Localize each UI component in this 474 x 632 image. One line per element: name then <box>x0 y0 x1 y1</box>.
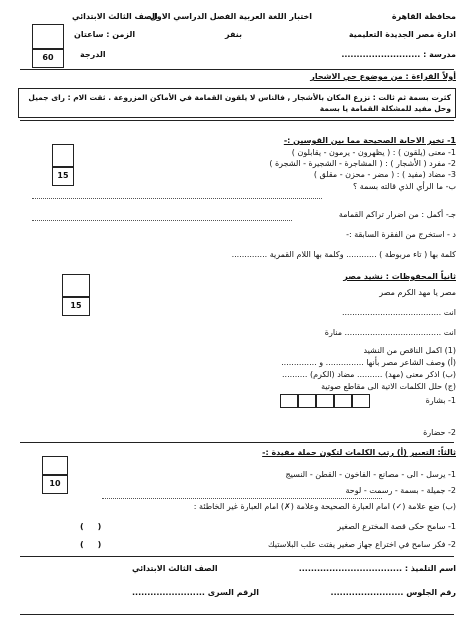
student-name: اسم التلميذ : .................................. <box>298 564 456 573</box>
bottom-divider <box>20 614 454 615</box>
poem-q-a: (أ) وصف الشاعر مصر بأنها ............... و .............. <box>281 358 456 367</box>
poem-q1: (1) اكمل الناقص من النشيد <box>363 346 456 355</box>
word-1: 1- بشارة <box>425 396 456 405</box>
section2-score: 15 <box>70 301 82 310</box>
seat-number: رقم الجلوس ........................ <box>330 588 456 597</box>
secret-number: الرقم السرى ........................ <box>132 588 259 597</box>
section3-title: ثالثاً: التعبير (أ) رتب الكلمات لتكون جملة مفيدة :- <box>262 448 456 457</box>
track: بنفر <box>224 30 242 39</box>
syllable-box[interactable] <box>316 394 334 408</box>
total-score: 60 <box>42 53 54 62</box>
q-d: د - استخرج من الفقرة السابقة :- <box>346 230 456 239</box>
student-grade: الصف الثالث الابتدائي <box>132 564 218 573</box>
section3-score-box <box>42 474 68 494</box>
exam-title: اختبار اللغة العربية الفصل الدراسي الاول <box>149 12 312 21</box>
section1-title: أولاً القراءة : من موضوع حي الاشجار <box>310 72 456 81</box>
syllable-box[interactable] <box>334 394 352 408</box>
total-score-box <box>32 48 64 68</box>
section2-score-box <box>62 296 90 316</box>
tf-item-1: 1- سامح حكى قصة المخترع الصغير <box>337 522 456 531</box>
section3-score: 10 <box>49 479 61 488</box>
score-box-empty <box>42 456 68 476</box>
order-item-1: 1- يرسل - الى - مصانع - الفاخون - القطن - النسيج <box>285 470 456 479</box>
q1-item-2: 2- مفرد ( الأشجار ) : ( المشاجرة - الشجيرة - الشجرة ) <box>269 159 456 168</box>
answer-line <box>102 498 382 499</box>
grade-label: الصف الثالث الابتدائي <box>72 12 158 21</box>
exam-page <box>12 8 462 624</box>
tf-item-2: 2- فكر سامح في اختراع جهاز صغير يفتت علب البلاستيك <box>268 540 456 549</box>
q1-item-1: 1- معنى (يلقون ) : ( يظهرون - يرمون - يقابلون ) <box>291 148 456 157</box>
footer-divider <box>20 556 454 557</box>
section2-title: ثانياً المحفوظات : نشيد مصر <box>343 272 456 281</box>
word-2: 2- حضارة <box>423 428 456 437</box>
poem-line-2: انت ....................................... <box>341 308 456 317</box>
tf-answer-parens[interactable]: ( ) <box>80 522 102 531</box>
section1-score-box <box>52 166 74 186</box>
q-b: ب- ما الرأي الذي قالته بسمة ؟ <box>352 182 456 191</box>
syllable-box[interactable] <box>280 394 298 408</box>
passage-divider <box>20 120 454 121</box>
q-d-words: كلمة بها ( تاء مربوطة ) ............ وكلمة بها اللام القمرية .............. <box>231 250 456 259</box>
score-box-empty <box>32 24 64 50</box>
section1-score: 15 <box>57 171 69 180</box>
score-box-empty <box>52 144 74 168</box>
tf-instruction: (ب) ضع علامة (✓) امام العبارة الصحيحة وعلامة (✗) امام العبارة غير الخاطئة : <box>193 502 456 511</box>
section2-divider <box>20 442 454 443</box>
answer-line <box>32 198 322 199</box>
syllable-box[interactable] <box>352 394 370 408</box>
poem-line-3: انت ...................................... منارة <box>324 328 456 337</box>
directorate: ادارة مصر الجديدة التعليمية <box>348 30 456 39</box>
reading-passage: كثرت بسمة ثم ثالت : نزرع المكان بالأشجار , فالناس لا يلقون القمامة في الأماكن المزروعة . ثقت الام : راى جميل وحل مفيد للمشكلة القمامة يا بسمة <box>18 88 456 118</box>
poem-q-b: (ب) اذكر معنى (مهد) .......... مضاد (الكرم) .......... <box>282 370 456 379</box>
order-item-2: 2- جميلة - بسمة - رسمت - لوحة <box>345 486 456 495</box>
time-label: الزمن : ساعتان <box>74 30 136 39</box>
header-divider <box>20 69 454 70</box>
tf-answer-parens[interactable]: ( ) <box>80 540 102 549</box>
q1-title: 1- تخير الاجابة الصحيحة مما بين القوسين :- <box>283 136 456 145</box>
q-j: جـ- أكمل : من اضرار تراكم القمامة <box>338 210 456 219</box>
q1-item-3: 3- مضاد (مفيد ) : ( مضر - محزن - مقلق ) <box>313 170 456 179</box>
score-box-empty <box>62 274 90 298</box>
syllable-box[interactable] <box>298 394 316 408</box>
governorate: محافظة القاهرة <box>391 12 456 21</box>
school-field: مدرسة : .......................... <box>341 50 456 59</box>
poem-q-j: (ج) حلل الكلمات الاتية الى مقاطع صوتية <box>321 382 456 391</box>
answer-line <box>32 220 292 221</box>
score-label: الدرجة <box>80 50 106 59</box>
poem-line-1: مصر يا مهد الكرم مصر <box>379 288 456 297</box>
